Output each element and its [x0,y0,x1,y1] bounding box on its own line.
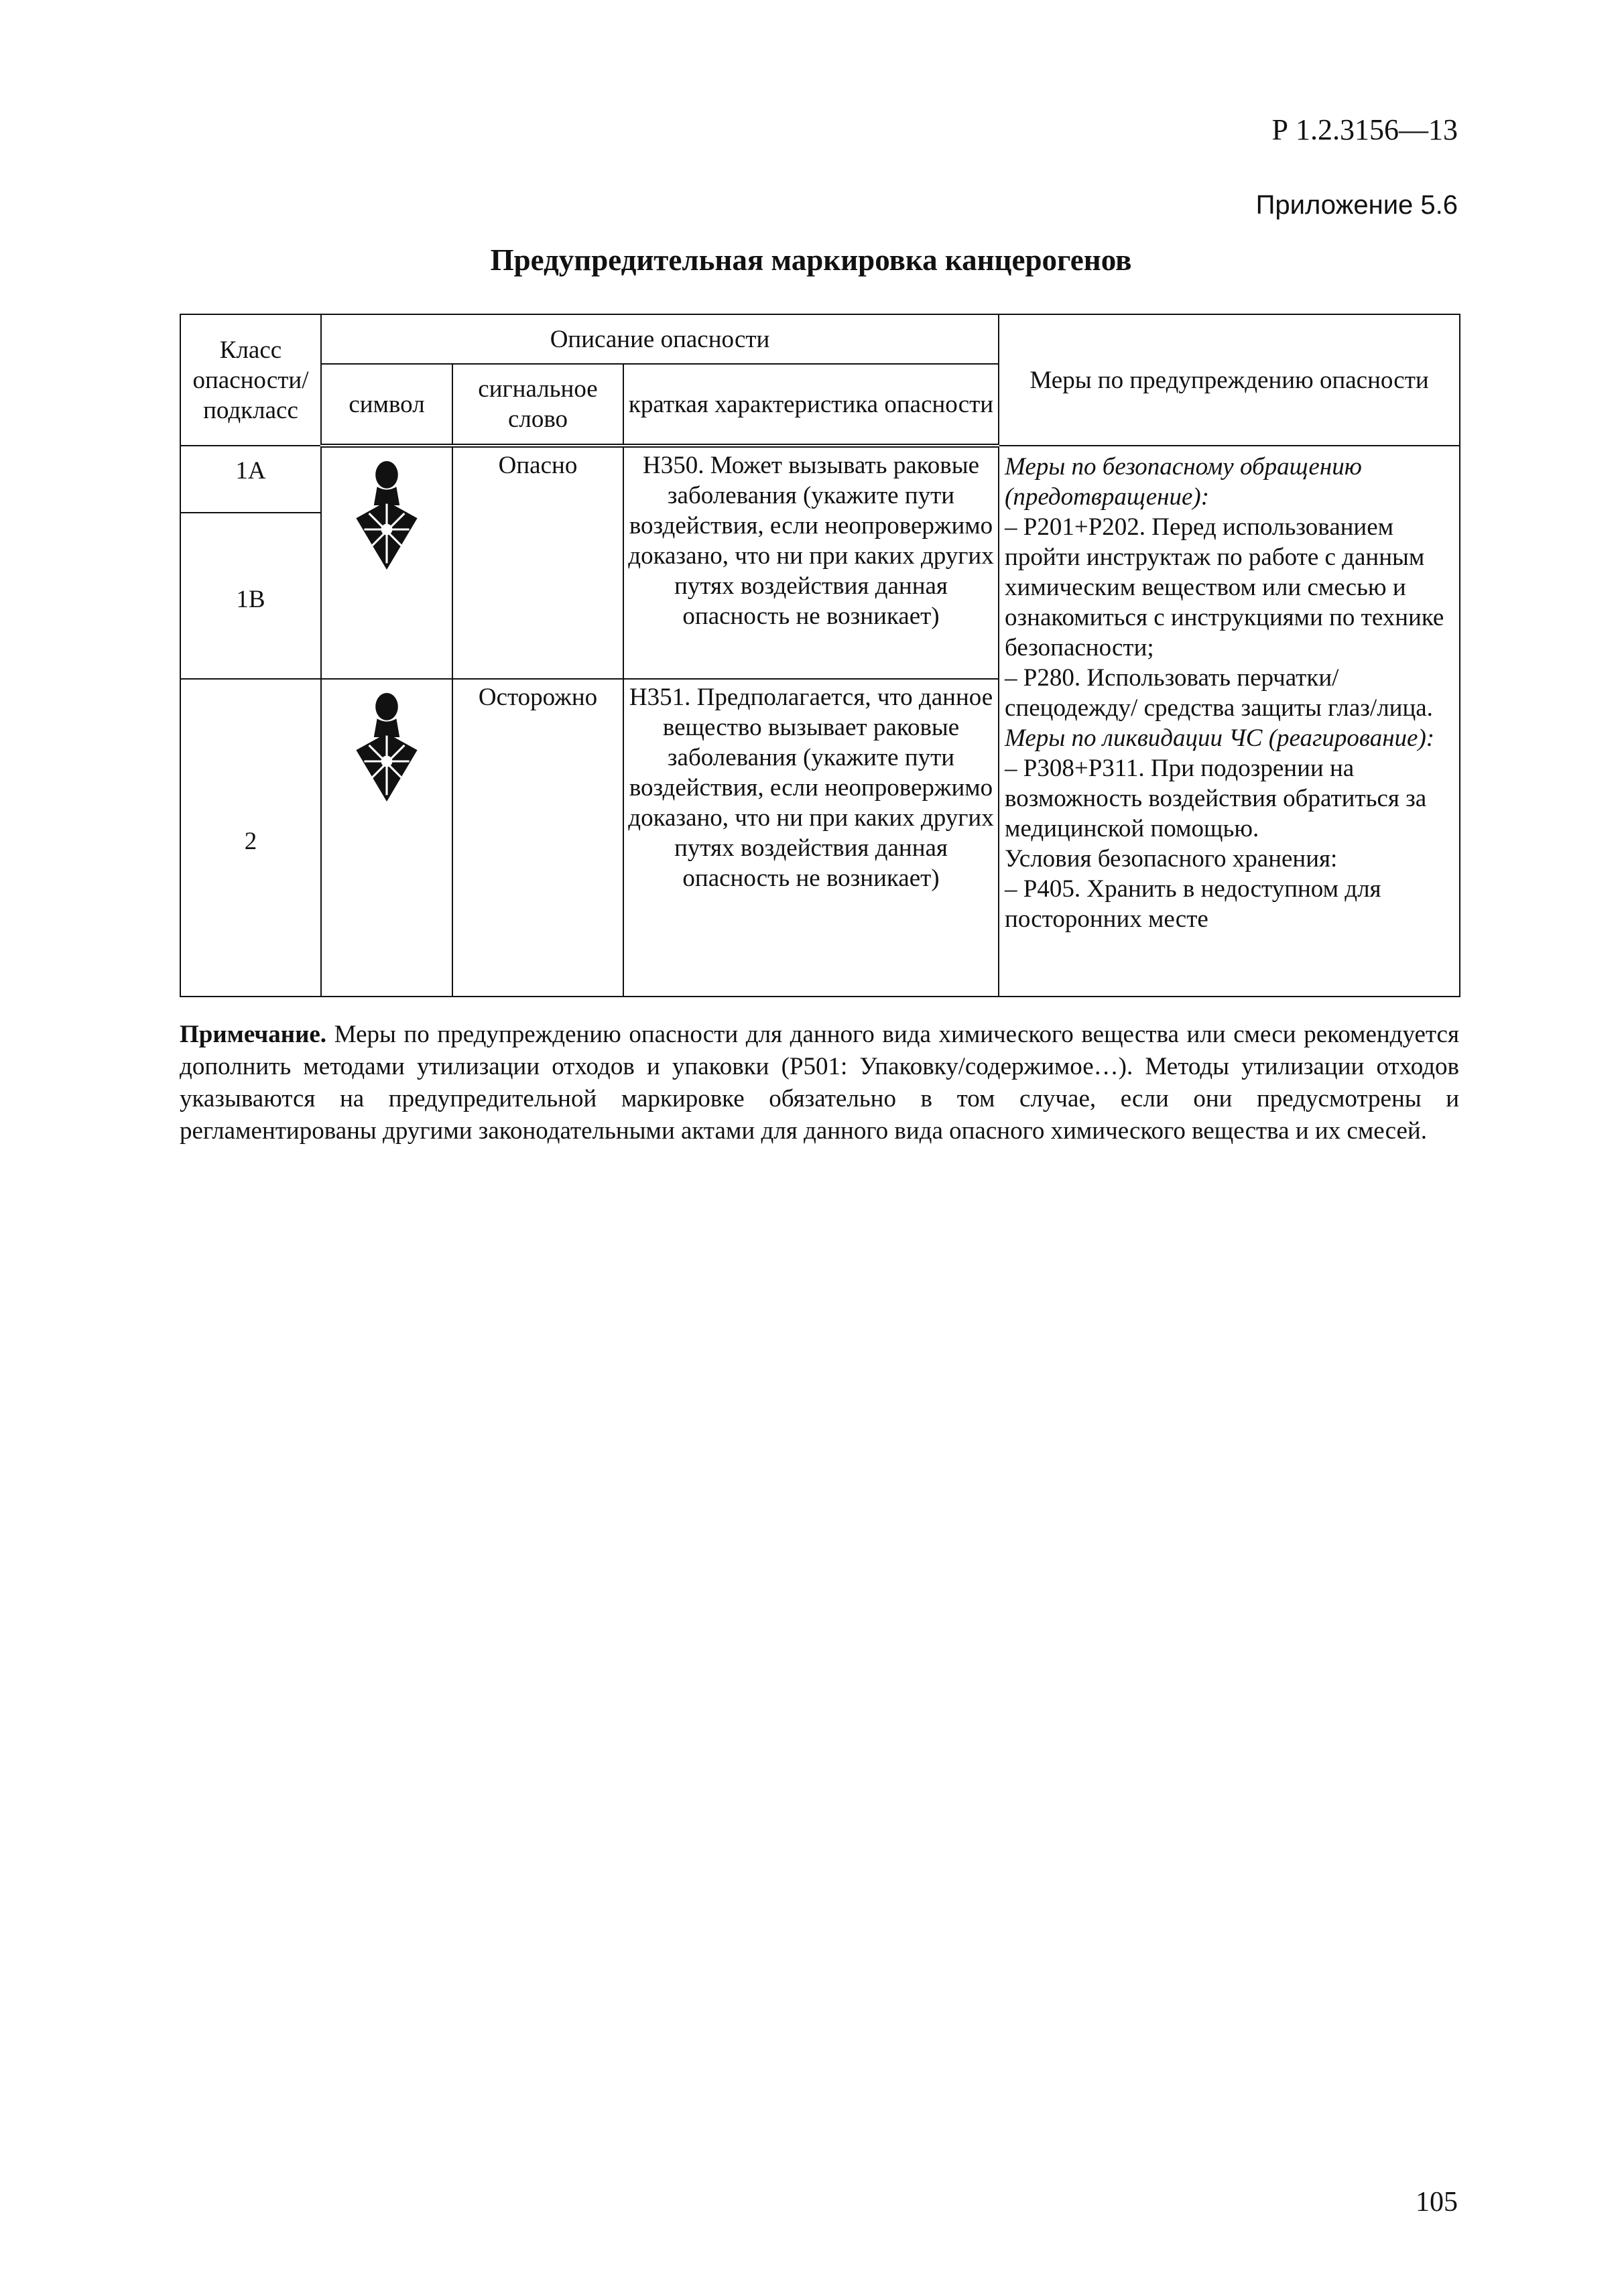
note-label: Примечание. [180,1021,327,1048]
measures-cell [999,446,1460,997]
header-hazard-description: Описание опасности [321,314,999,364]
header-brief: краткая характеристика опасности [623,364,999,446]
health-hazard-icon [347,457,427,578]
signal-word-warning: Осторожно [452,679,623,997]
header-symbol: символ [321,364,452,446]
brief-h351: Н351. Предполагается, что данное вещество вызывает раковые заболевания (укажите пути воздействия, если неопровержимо доказано, что ни при каких других путях воздействия данная опасность не возникает) [623,679,999,997]
hazard-table [180,314,1460,997]
brief-h350: Н350. Может вызывать раковые заболевания (укажите пути воздействия, если неопровержимо доказано, что ни при каких других путях воздействия данная опасность не возникает) [623,446,999,679]
appendix-label: Приложение 5.6 [1255,190,1458,220]
note-paragraph [180,1019,1459,1147]
class-cell-2: 2 [180,679,321,997]
class-cell-1a: 1А [180,446,321,513]
measure-p280: – Р280. Использовать перчатки/спецодежду/ средства защиты глаз/лица. [1005,664,1433,722]
header-signal-word: сигнальное слово [452,364,623,446]
symbol-cell [321,679,452,997]
class-cell-1b: 1В [180,513,321,679]
measure-p308: – Р308+Р311. При подозрении на возможность воздействия обратиться за медицинской помощью. [1005,755,1427,842]
page-number: 105 [1416,2187,1458,2218]
page-title: Предупредительная маркировка канцерогенов [490,243,1132,277]
health-hazard-icon [347,689,427,810]
symbol-cell [321,446,452,679]
document-code: Р 1.2.3156—13 [1271,113,1458,146]
header-measures: Меры по предупреждению опасности [999,314,1460,446]
note-text: Меры по предупреждению опасности для данного вида химического вещества или смеси рекомендуется дополнить методами утилизации отходов и упаковки (Р501: Упаковку/содержимое…). Методы утилизации отходов указываются на предупредительной маркировке обязательно в том случае, если они предусмотрены и регламентированы другими законодательными актами для данного вида опасного химического вещества и их смесей. [180,1021,1459,1145]
storage-heading: Условия безопасного хранения: [1005,845,1338,873]
prevention-heading: Меры по безопасному обращению (предотвращение): [1005,453,1362,511]
header-class: Класс опасности/ подкласс [180,314,321,446]
measure-p405: – Р405. Хранить в недоступном для посторонних месте [1005,875,1381,933]
response-heading: Меры по ликвидации ЧС (реагирование): [1005,724,1435,752]
signal-word-danger: Опасно [452,446,623,679]
measure-p201: – Р201+Р202. Перед использованием пройти инструктаж по работе с данным химическим веществом или смесью и ознакомиться с инструкциями по технике безопасности; [1005,513,1444,661]
